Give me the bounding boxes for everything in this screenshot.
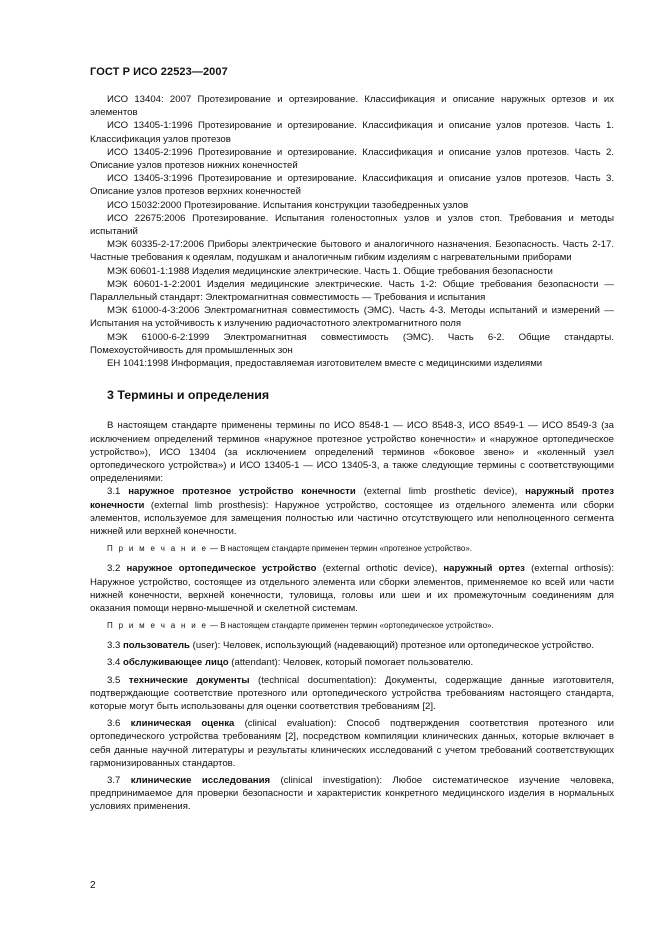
- term-text: (external orthotic device),: [316, 563, 444, 575]
- reference-item: МЭК 60335-2-17:2006 Приборы электрические бытового и аналогичного назначения. Безопасность. Часть 2-17. Частные требования к одеялам, подушкам и аналогичным гибким изделиям с нагревательными приборами: [90, 239, 614, 264]
- reference-item: ИСО 13404: 2007 Протезирование и ортезирование. Классификация и описание наружных ортезов и их элементов: [90, 94, 614, 119]
- term-definition: (external limb prosthesis): Наружное устройство, состоящее из отдельного элемента или сборки элементов, используемое для замещения полностью или частично отсутствующего или неполноценного сегмента нижней или верхней конечности.: [90, 499, 614, 538]
- term-definition: (clinical investigation): Любое систематическое изучение человека, предпринимаемое для проверки безопасности и характеристик конкретного медицинского изделия в нормальных условиях применения.: [90, 774, 615, 813]
- term-name: пользователь: [123, 640, 190, 652]
- section-intro: В настоящем стандарте применены термины по ИСО 8548-1 — ИСО 8548-3, ИСО 8549-1 — ИСО 8549-3 (за исключением определений терминов «наружное протезное устройство конечности» и «наружное ортопедическое устройство»), ИСО 13404 (за исключением определений терминов «боковое звено» и «коленный узел ортопедического устройства») и ИСО 13405-1 — ИСО 13405-3, а также следующие термины с соответствующими определениями:: [90, 420, 614, 485]
- note-label: П р и м е ч а н и е: [107, 621, 208, 631]
- page-number: 2: [90, 880, 96, 891]
- term-number: 3.3: [107, 640, 121, 652]
- term-3-7: [90, 774, 614, 814]
- reference-item: МЭК 61000-4-3:2006 Электромагнитная совместимость (ЭМС). Часть 4-3. Методы испытаний и измерений — Испытания на устойчивость к излучению радиочастотного электромагнитного поля: [90, 305, 614, 330]
- note-3-2: [90, 620, 614, 632]
- term-name: клинические исследования: [130, 774, 271, 786]
- document-body: [90, 93, 614, 814]
- reference-item: МЭК 60601-1:1988 Изделия медицинские электрические. Часть 1. Общие требования безопасности: [107, 265, 553, 277]
- note-label: П р и м е ч а н и е: [107, 544, 208, 554]
- term-definition: (technical documentation): Документы, содержащие данные изготовителя, подтверждающие соответствие протезного или ортопедического устройства требованиям настоящего стандарта, которые могут быть использованы для оценки соответствия требованиям [2].: [90, 674, 614, 712]
- term-number: 3.6: [107, 718, 121, 730]
- term-name: наружный ортез: [443, 563, 525, 575]
- term-number: 3.7: [107, 774, 121, 786]
- term-text: (external limb prosthetic device),: [355, 486, 526, 498]
- term-name: обслуживающее лицо: [123, 657, 229, 669]
- term-definition: (user): Человек, использующий (надевающий) протезное или ортопедическое устройство.: [189, 640, 594, 652]
- term-definition: (external orthosis): Наружное устройство, состоящее из отдельного элемента или сборки элементов, применяемое ко всей или части нижней конечности, верхней конечности, туловища, головы или шеи и их промежуточным соединениям для оказания помощи нервно-мышечной и скелетной системам.: [90, 563, 614, 614]
- term-number: 3.1: [107, 486, 121, 498]
- term-3-4: [90, 656, 614, 669]
- note-3-1: [90, 543, 614, 555]
- document-header: ГОСТ Р ИСО 22523—2007: [90, 66, 228, 78]
- section-title: 3 Термины и определения: [107, 388, 270, 403]
- term-definition: (attendant): Человек, который помогает пользователю.: [228, 657, 474, 669]
- reference-item: ИСО 13405-3:1996 Протезирование и ортезирование. Классификация и описание узлов протезов. Часть 3. Описание узлов протезов верхних конечностей: [90, 173, 614, 198]
- reference-item: ЕН 1041:1998 Информация, предоставляемая изготовителем вместе с медицинскими изделиями: [107, 358, 543, 370]
- term-name: технические документы: [128, 674, 250, 686]
- term-3-5: [90, 674, 614, 714]
- term-name: наружное протезное устройство конечности: [128, 486, 356, 498]
- reference-item: ИСО 13405-2:1996 Протезирование и ортезирование. Классификация и описание узлов протезов. Часть 2. Описание узлов протезов нижних конечностей: [90, 146, 614, 172]
- note-text: — В настоящем стандарте применен термин «ортопедическое устройство».: [207, 621, 494, 631]
- reference-item: МЭК 61000-6-2:1999 Электромагнитная совместимость (ЭМС). Часть 6-2. Общие стандарты. Помехоустойчивость для промышленных зон: [90, 331, 614, 356]
- term-3-3: [90, 639, 614, 652]
- term-number: 3.2: [107, 563, 121, 575]
- reference-item: МЭК 60601-1-2:2001 Изделия медицинские электрические. Часть 1-2: Общие требования безопасности — Параллельный стандарт: Электромагнитная совместимость — Требования и испытания: [90, 278, 614, 304]
- term-name: клиническая оценка: [130, 718, 235, 730]
- reference-item: ИСО 22675:2006 Протезирование. Испытания голеностопных узлов и узлов стоп. Требования и методы испытаний: [90, 212, 614, 238]
- term-3-2: [90, 562, 614, 615]
- term-name: наружный протез конечности: [90, 486, 615, 511]
- term-3-6: [90, 717, 614, 770]
- term-number: 3.5: [107, 674, 121, 686]
- term-name: наружное ортопедическое устройство: [126, 563, 317, 575]
- reference-item: ИСО 13405-1:1996 Протезирование и ортезирование. Классификация и описание узлов протезов. Часть 1. Классификация узлов протезов: [90, 120, 614, 145]
- term-3-1: [90, 485, 614, 538]
- reference-item: ИСО 15032:2000 Протезирование. Испытания конструкции тазобедренных узлов: [107, 199, 469, 211]
- term-number: 3.4: [107, 657, 121, 669]
- note-text: — В настоящем стандарте применен термин «протезное устройство».: [207, 544, 472, 554]
- term-definition: (clinical evaluation): Способ подтверждения соответствия протезного или ортопедического устройства требованиям [2], посредством компиляции клинических данных, которые включает в себя данные научной литературы и результаты клинических исследований с учетом требований соответствующих гармонизированных стандартов.: [90, 718, 614, 769]
